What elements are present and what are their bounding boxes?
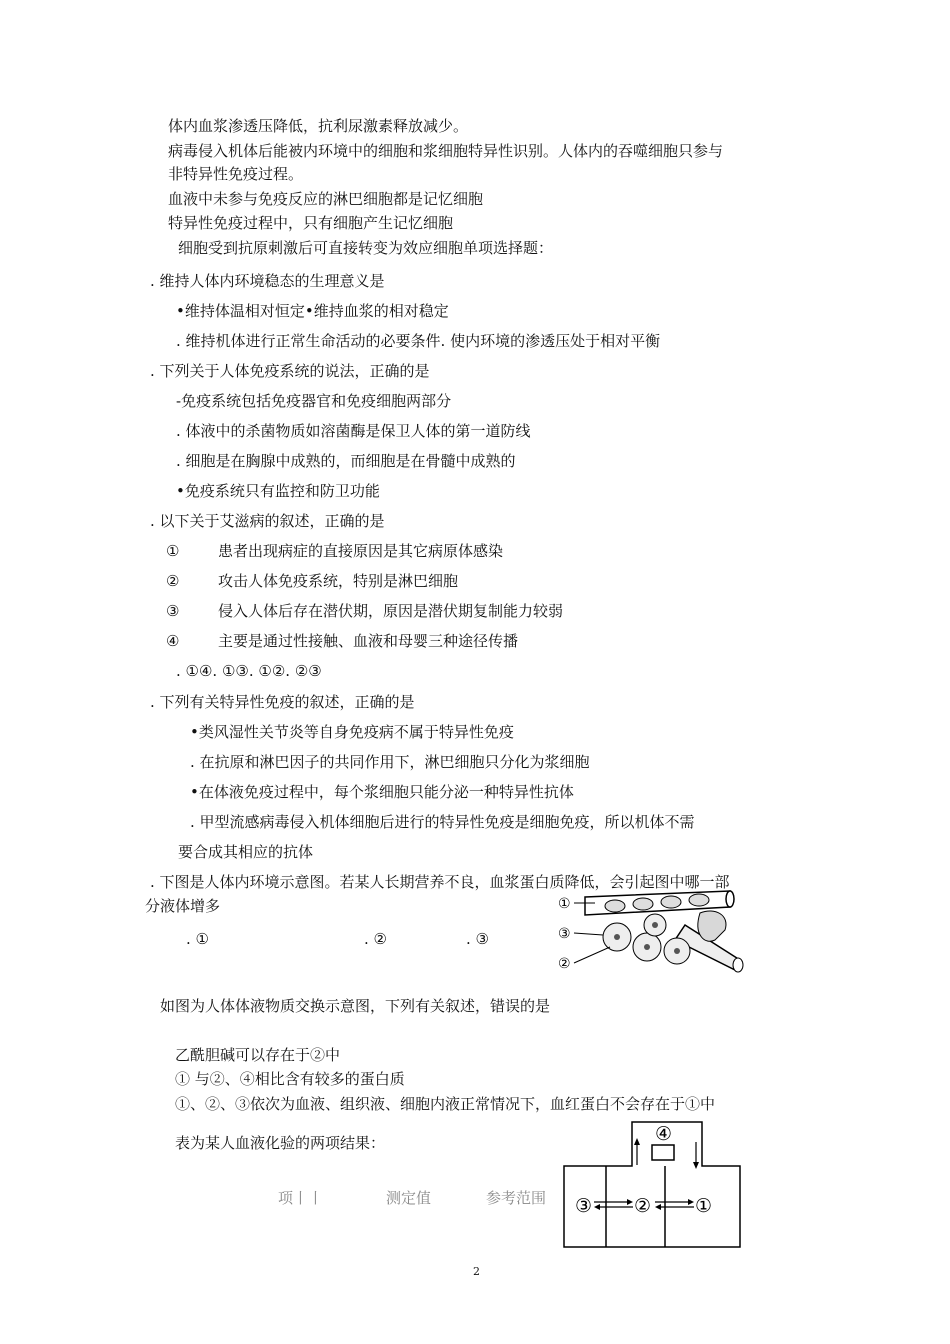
q4-option-c: •在体液免疫过程中，每个浆细胞只能分泌一种特异性抗体	[190, 783, 574, 801]
q5-option-c: . ③	[466, 930, 489, 948]
figure-label-3: ③	[558, 926, 571, 942]
table-header-measured-value: 测定值	[386, 1189, 432, 1207]
q2-stem: . 下列关于人体免疫系统的说法，正确的是	[150, 362, 430, 380]
q3-item-number: ②	[166, 572, 180, 590]
table-header-item: 项丨丨	[278, 1189, 324, 1207]
diagram-label-1: ①	[695, 1195, 713, 1217]
diagram-label-4: ④	[655, 1123, 673, 1145]
q6-option-b: ① 与②、④相比含有较多的蛋白质	[175, 1070, 405, 1088]
q6-option-a: 乙酰胆碱可以存在于②中	[175, 1046, 341, 1064]
page-number: 2	[473, 1265, 480, 1278]
q3-item-2	[166, 571, 458, 591]
q3-item-1	[166, 541, 503, 561]
q3-item-text: 主要是通过性接触、血液和母婴三种途径传播	[218, 632, 519, 650]
q2-option-b: . 体液中的杀菌物质如溶菌酶是保卫人体的第一道防线	[176, 422, 531, 440]
diagram-label-3: ③	[575, 1195, 593, 1217]
q4-option-d-continued: 要合成其相应的抗体	[178, 843, 314, 861]
diagram-label-2: ②	[634, 1195, 652, 1217]
q5-option-b: . ②	[364, 930, 387, 948]
q3-item-3	[166, 601, 563, 621]
q1-option-line-1: •维持体温相对恒定•维持血浆的相对稳定	[176, 302, 449, 320]
intro-line-2: 病毒侵入机体后能被内环境中的细胞和浆细胞特异性识别。人体内的吞噬细胞只参与	[168, 142, 724, 160]
q2-option-d: •免疫系统只有监控和防卫功能	[176, 482, 380, 500]
internal-environment-figure	[555, 885, 765, 975]
q5-stem-continued: 分液体增多	[145, 897, 221, 915]
figure-label-2: ②	[558, 956, 571, 972]
q2-option-c: . 细胞是在胸腺中成熟的，而细胞是在骨髓中成熟的	[176, 452, 516, 470]
q3-item-text: 攻击人体免疫系统，特别是淋巴细胞	[218, 572, 459, 590]
q5-stem: . 下图是人体内环境示意图。若某人长期营养不良，血浆蛋白质降低，会引起图中哪一部	[150, 873, 730, 891]
q5-option-a: . ①	[186, 930, 209, 948]
q3-item-text: 患者出现病症的直接原因是其它病原体感染	[218, 542, 504, 560]
intro-line-4: 血液中未参与免疫反应的淋巴细胞都是记忆细胞	[168, 190, 484, 208]
q2-option-a: -免疫系统包括免疫器官和免疫细胞两部分	[176, 392, 452, 410]
intro-line-5: 特异性免疫过程中，只有细胞产生记忆细胞	[168, 214, 454, 232]
q4-option-b: . 在抗原和淋巴因子的共同作用下，淋巴细胞只分化为浆细胞	[190, 753, 590, 771]
q3-answers: . ①④. ①③. ①②. ②③	[176, 662, 322, 680]
q6-stem: 如图为人体体液物质交换示意图，下列有关叙述，错误的是	[160, 997, 551, 1015]
q7-stem: 表为某人血液化验的两项结果：	[175, 1134, 386, 1152]
q3-item-number: ①	[166, 542, 180, 560]
q4-option-d: . 甲型流感病毒侵入机体细胞后进行的特异性免疫是细胞免疫，所以机体不需	[190, 813, 695, 831]
q4-option-a: •类风湿性关节炎等自身免疫病不属于特异性免疫	[190, 723, 514, 741]
body-fluid-exchange-diagram	[563, 1120, 743, 1250]
table-header-reference-range: 参考范围	[486, 1189, 547, 1207]
q1-stem: . 维持人体内环境稳态的生理意义是	[150, 272, 385, 290]
intro-line-1: 体内血浆渗透压降低，抗利尿激素释放减少。	[168, 117, 469, 135]
q6-option-c: ①、②、③依次为血液、组织液、细胞内液正常情况下，血红蛋白不会存在于①中	[175, 1095, 716, 1113]
q3-stem: . 以下关于艾滋病的叙述，正确的是	[150, 512, 385, 530]
figure-label-1: ①	[558, 896, 571, 912]
intro-line-6: 细胞受到抗原刺激后可直接转变为效应细胞单项选择题：	[178, 239, 554, 257]
q4-stem: . 下列有关特异性免疫的叙述，正确的是	[150, 693, 415, 711]
q3-item-number: ③	[166, 602, 180, 620]
intro-line-3: 非特异性免疫过程。	[168, 165, 304, 183]
q3-item-text: 侵入人体后存在潜伏期，原因是潜伏期复制能力较弱	[218, 602, 564, 620]
q1-option-line-2: . 维持机体进行正常生命活动的必要条件. 使内环境的渗透压处于相对平衡	[176, 332, 661, 350]
q3-item-number: ④	[166, 632, 180, 650]
q3-item-4	[166, 631, 518, 651]
